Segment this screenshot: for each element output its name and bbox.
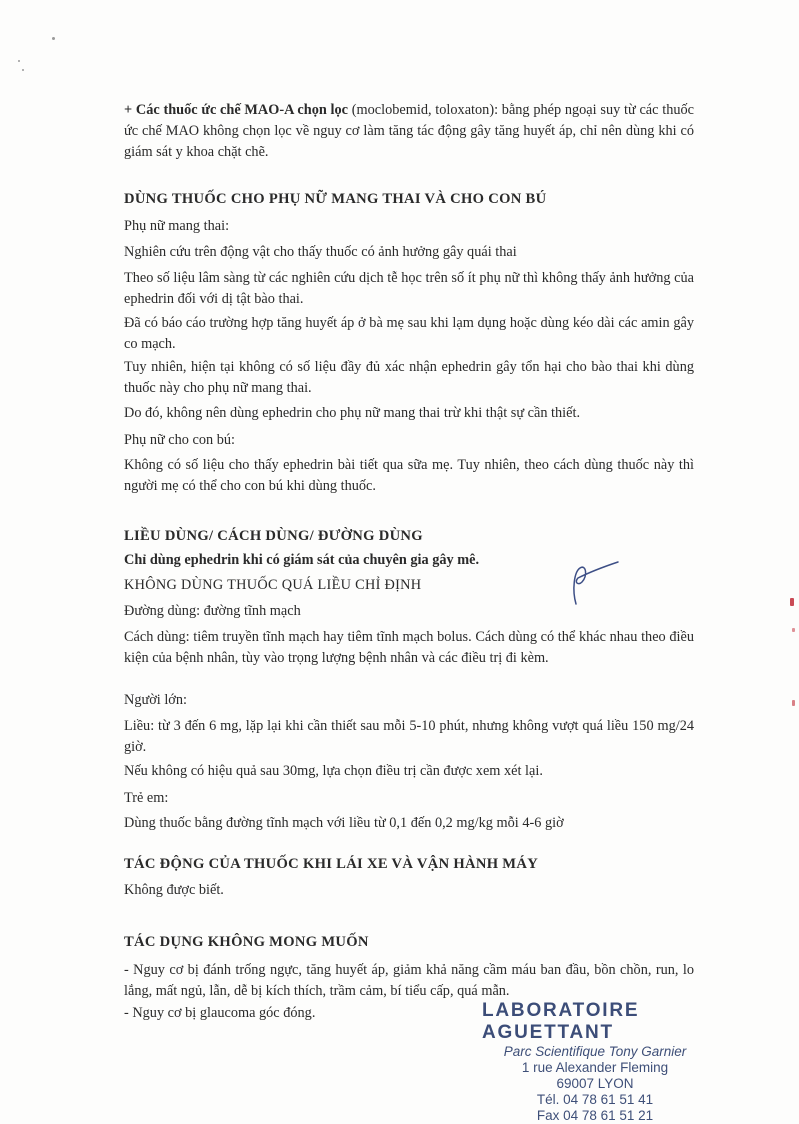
stamp-line: 1 rue Alexander Fleming (521, 1060, 669, 1075)
stamp-line: Parc Scientifique Tony Garnier (503, 1044, 687, 1059)
maoa-bold: + Các thuốc ức chế MAO-A chọn lọc (124, 102, 349, 118)
scan-dot (52, 37, 55, 40)
stamp-company-name: LABORATOIRE AGUETTANT (482, 1000, 640, 1043)
pregnancy-paragraph: Tuy nhiên, hiện tại không có số liệu đầy đủ xác nhận ephedrin gây tổn hại cho bào thai khi dùng thuốc này cho phụ nữ mang thai. (124, 359, 694, 396)
dosage-paragraph: Dùng thuốc bằng đường tĩnh mạch với liều từ 0,1 đến 0,2 mg/kg mỗi 4-6 giờ (124, 815, 564, 831)
adverse-heading: TÁC DỤNG KHÔNG MONG MUỐN (124, 934, 369, 950)
stamp-line: Tél. 04 78 61 51 41 (536, 1092, 654, 1107)
dosage-paragraph: KHÔNG DÙNG THUỐC QUÁ LIỀU CHỈ ĐỊNH (124, 577, 422, 593)
adverse-item: - Nguy cơ bị đánh trống ngực, tăng huyết áp, giảm khả năng cầm máu ban đầu, bồn chồn, run, lo lắng, mất ngủ, lẫn, dễ bị kích thích, trầm cảm, bí tiểu cấp, quá mẫn. (124, 962, 694, 999)
scan-dot (18, 60, 20, 62)
driving-text: Không được biết. (124, 882, 224, 898)
maoa-paragraph (124, 100, 694, 163)
dosage-bold-note: Chỉ dùng ephedrin khi có giám sát của chuyên gia gây mê. (124, 552, 480, 568)
scan-dot (22, 69, 24, 71)
dosage-paragraph: Trẻ em: (124, 790, 169, 806)
maoa-text: (moclobemid, toloxaton): bằng phép ngoại suy từ các thuốc ức chế MAO không chọn lọc về nguy cơ làm tăng tác động gây tăng huyết áp, chỉ nên dùng khi có giám sát y khoa chặt chẽ. (124, 102, 694, 160)
pregnancy-paragraph: Không có số liệu cho thấy ephedrin bài tiết qua sữa mẹ. Tuy nhiên, theo cách dùng thuốc này thì người mẹ có thể cho con bú khi dùng thuốc. (124, 457, 694, 494)
scan-edge-mark (790, 598, 794, 606)
scan-edge-mark (792, 700, 795, 706)
dosage-paragraph: Người lớn: (124, 692, 187, 708)
pregnancy-paragraph: Phụ nữ mang thai: (124, 218, 230, 234)
pregnancy-paragraph: Phụ nữ cho con bú: (124, 432, 235, 448)
pregnancy-paragraph: Nghiên cứu trên động vật cho thấy thuốc có ảnh hưởng gây quái thai (124, 244, 517, 260)
pregnancy-paragraph: Đã có báo cáo trường hợp tăng huyết áp ở bà mẹ sau khi lạm dụng hoặc dùng kéo dài các amin gây co mạch. (124, 315, 694, 352)
driving-heading: TÁC ĐỘNG CỦA THUỐC KHI LÁI XE VÀ VẬN HÀNH MÁY (124, 856, 539, 872)
dosage-paragraph: Đường dùng: đường tĩnh mạch (124, 603, 301, 619)
company-stamp (470, 1000, 720, 1124)
dosage-paragraph: Cách dùng: tiêm truyền tĩnh mạch hay tiêm tĩnh mạch bolus. Cách dùng có thể khác nhau theo điều kiện của bệnh nhân, tùy vào trọng lượng bệnh nhân và các điều trị đi kèm. (124, 629, 694, 666)
stamp-line: 69007 LYON (556, 1076, 634, 1091)
pregnancy-paragraph: Theo số liệu lâm sàng từ các nghiên cứu dịch tễ học trên số ít phụ nữ thì không thấy ảnh hưởng của ephedrin đối với dị tật bào thai. (124, 270, 694, 307)
dosage-heading: LIỀU DÙNG/ CÁCH DÙNG/ ĐƯỜNG DÙNG (124, 528, 423, 544)
adverse-item: - Nguy cơ bị glaucoma góc đóng. (124, 1005, 316, 1021)
scan-edge-mark (792, 628, 795, 632)
pregnancy-heading: DÙNG THUỐC CHO PHỤ NỮ MANG THAI VÀ CHO CON BÚ (124, 191, 547, 207)
pregnancy-paragraph: Do đó, không nên dùng ephedrin cho phụ nữ mang thai trừ khi thật sự cần thiết. (124, 405, 581, 421)
dosage-paragraph: Nếu không có hiệu quả sau 30mg, lựa chọn điều trị cần được xem xét lại. (124, 763, 543, 779)
dosage-paragraph: Liều: từ 3 đến 6 mg, lặp lại khi cần thiết sau mỗi 5-10 phút, nhưng không vượt quá liều 150 mg/24 giờ. (124, 718, 694, 755)
stamp-line: Fax 04 78 61 51 21 (536, 1108, 654, 1123)
